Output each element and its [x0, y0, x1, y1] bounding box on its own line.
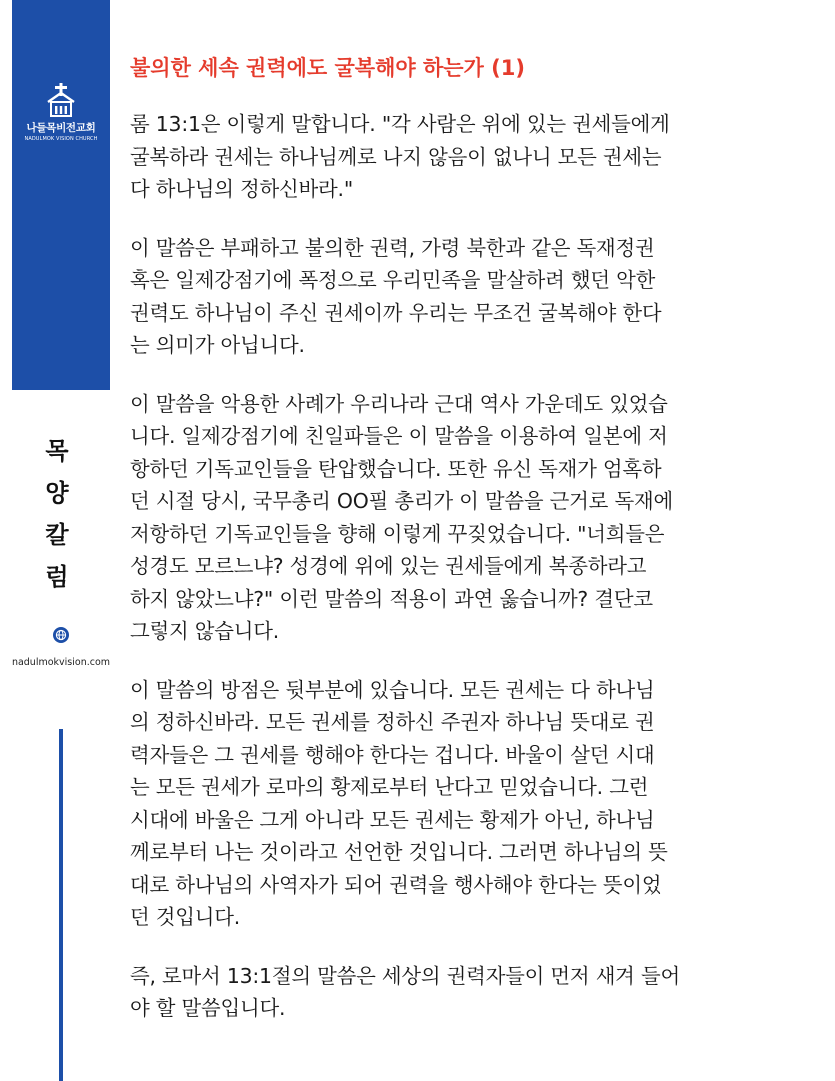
vertical-divider [59, 729, 63, 1081]
text-line: 시대에 바울은 그게 아니라 모든 권세는 황제가 아닌, 하나님 [130, 807, 655, 832]
church-logo [12, 82, 110, 142]
paragraph [130, 674, 830, 934]
church-name-en: NADULMOK VISION CHURCH [24, 136, 98, 142]
text-line: 저항하던 기독교인들을 향해 이렇게 꾸짖었습니다. "너희들은 [130, 521, 665, 546]
globe-icon [53, 627, 69, 643]
text-line: 니다. 일제강점기에 친일파들은 이 말씀을 이용하여 일본에 저 [130, 424, 668, 448]
category-char: 칼 [45, 521, 69, 549]
text-line: 야 할 말씀입니다. [130, 996, 286, 1020]
text-line: 즉, 로마서 13:1절의 말씀은 세상의 권력자들이 먼저 새겨 들어 [130, 963, 680, 988]
text-line: 성경도 모르느냐? 성경에 위에 있는 권세들에게 복종하라고 [130, 554, 647, 578]
category-char: 양 [45, 479, 69, 507]
text-line: 다 하나님의 정하신바라." [130, 177, 353, 201]
text-line: 던 것입니다. [130, 905, 241, 929]
text-line: 롬 13:1은 이렇게 말합니다. "각 사람은 위에 있는 권세들에게 [130, 112, 670, 136]
text-line: 력자들은 그 권세를 행해야 한다는 겁니다. 바울이 살던 시대 [130, 742, 655, 767]
text-line: 굴복하라 권세는 하나님께로 나지 않음이 없나니 모든 권세는 [130, 144, 662, 169]
text-line: 대로 하나님의 사역자가 되어 권력을 행사해야 한다는 뜻이었 [130, 872, 662, 897]
paragraph [130, 388, 830, 648]
text-line: 그렇지 않습니다. [130, 619, 280, 643]
church-name: 나들목비전교회 [26, 122, 96, 134]
church-cross-icon [45, 82, 77, 118]
sidebar-band [12, 0, 110, 390]
text-line: 이 말씀을 악용한 사례가 우리나라 근대 역사 가운데도 있었습 [130, 391, 668, 416]
article-body [130, 108, 830, 1051]
category-label [42, 430, 72, 598]
paragraph [130, 232, 830, 362]
category-char: 목 [45, 437, 69, 465]
text-line: 혹은 일제강점기에 폭정으로 우리민족을 말살하려 했던 악한 [130, 268, 656, 292]
article-title: 불의한 세속 권력에도 굴복해야 하는가 (1) [130, 56, 525, 80]
text-line: 의 정하신바라. 모든 권세를 정하신 주권자 하나님 뜻대로 권 [130, 710, 655, 734]
paragraph [130, 960, 830, 1025]
text-line: 던 시절 당시, 국무총리 OO필 총리가 이 말씀을 근거로 독재에 [130, 489, 673, 513]
text-line: 항하던 기독교인들을 탄압했습니다. 또한 유신 독재가 엄혹하 [130, 456, 662, 481]
category-char: 럼 [45, 563, 69, 591]
text-line: 께로부터 나는 것이라고 선언한 것입니다. 그러면 하나님의 뜻 [130, 840, 668, 864]
website-url[interactable]: nadulmokvision.com [11, 657, 111, 668]
text-line: 는 모든 권세가 로마의 황제로부터 난다고 믿었습니다. 그런 [130, 775, 649, 799]
text-line: 는 의미가 아닙니다. [130, 333, 305, 357]
text-line: 이 말씀의 방점은 뒷부분에 있습니다. 모든 권세는 다 하나님 [130, 677, 655, 702]
text-line: 권력도 하나님이 주신 권세이까 우리는 무조건 굴복해야 한다 [130, 300, 662, 325]
text-line: 하지 않았느냐?" 이런 말씀의 적용이 과연 옳습니까? 결단코 [130, 586, 653, 611]
text-line: 이 말씀은 부패하고 불의한 권력, 가령 북한과 같은 독재정권 [130, 235, 655, 260]
paragraph [130, 108, 830, 206]
